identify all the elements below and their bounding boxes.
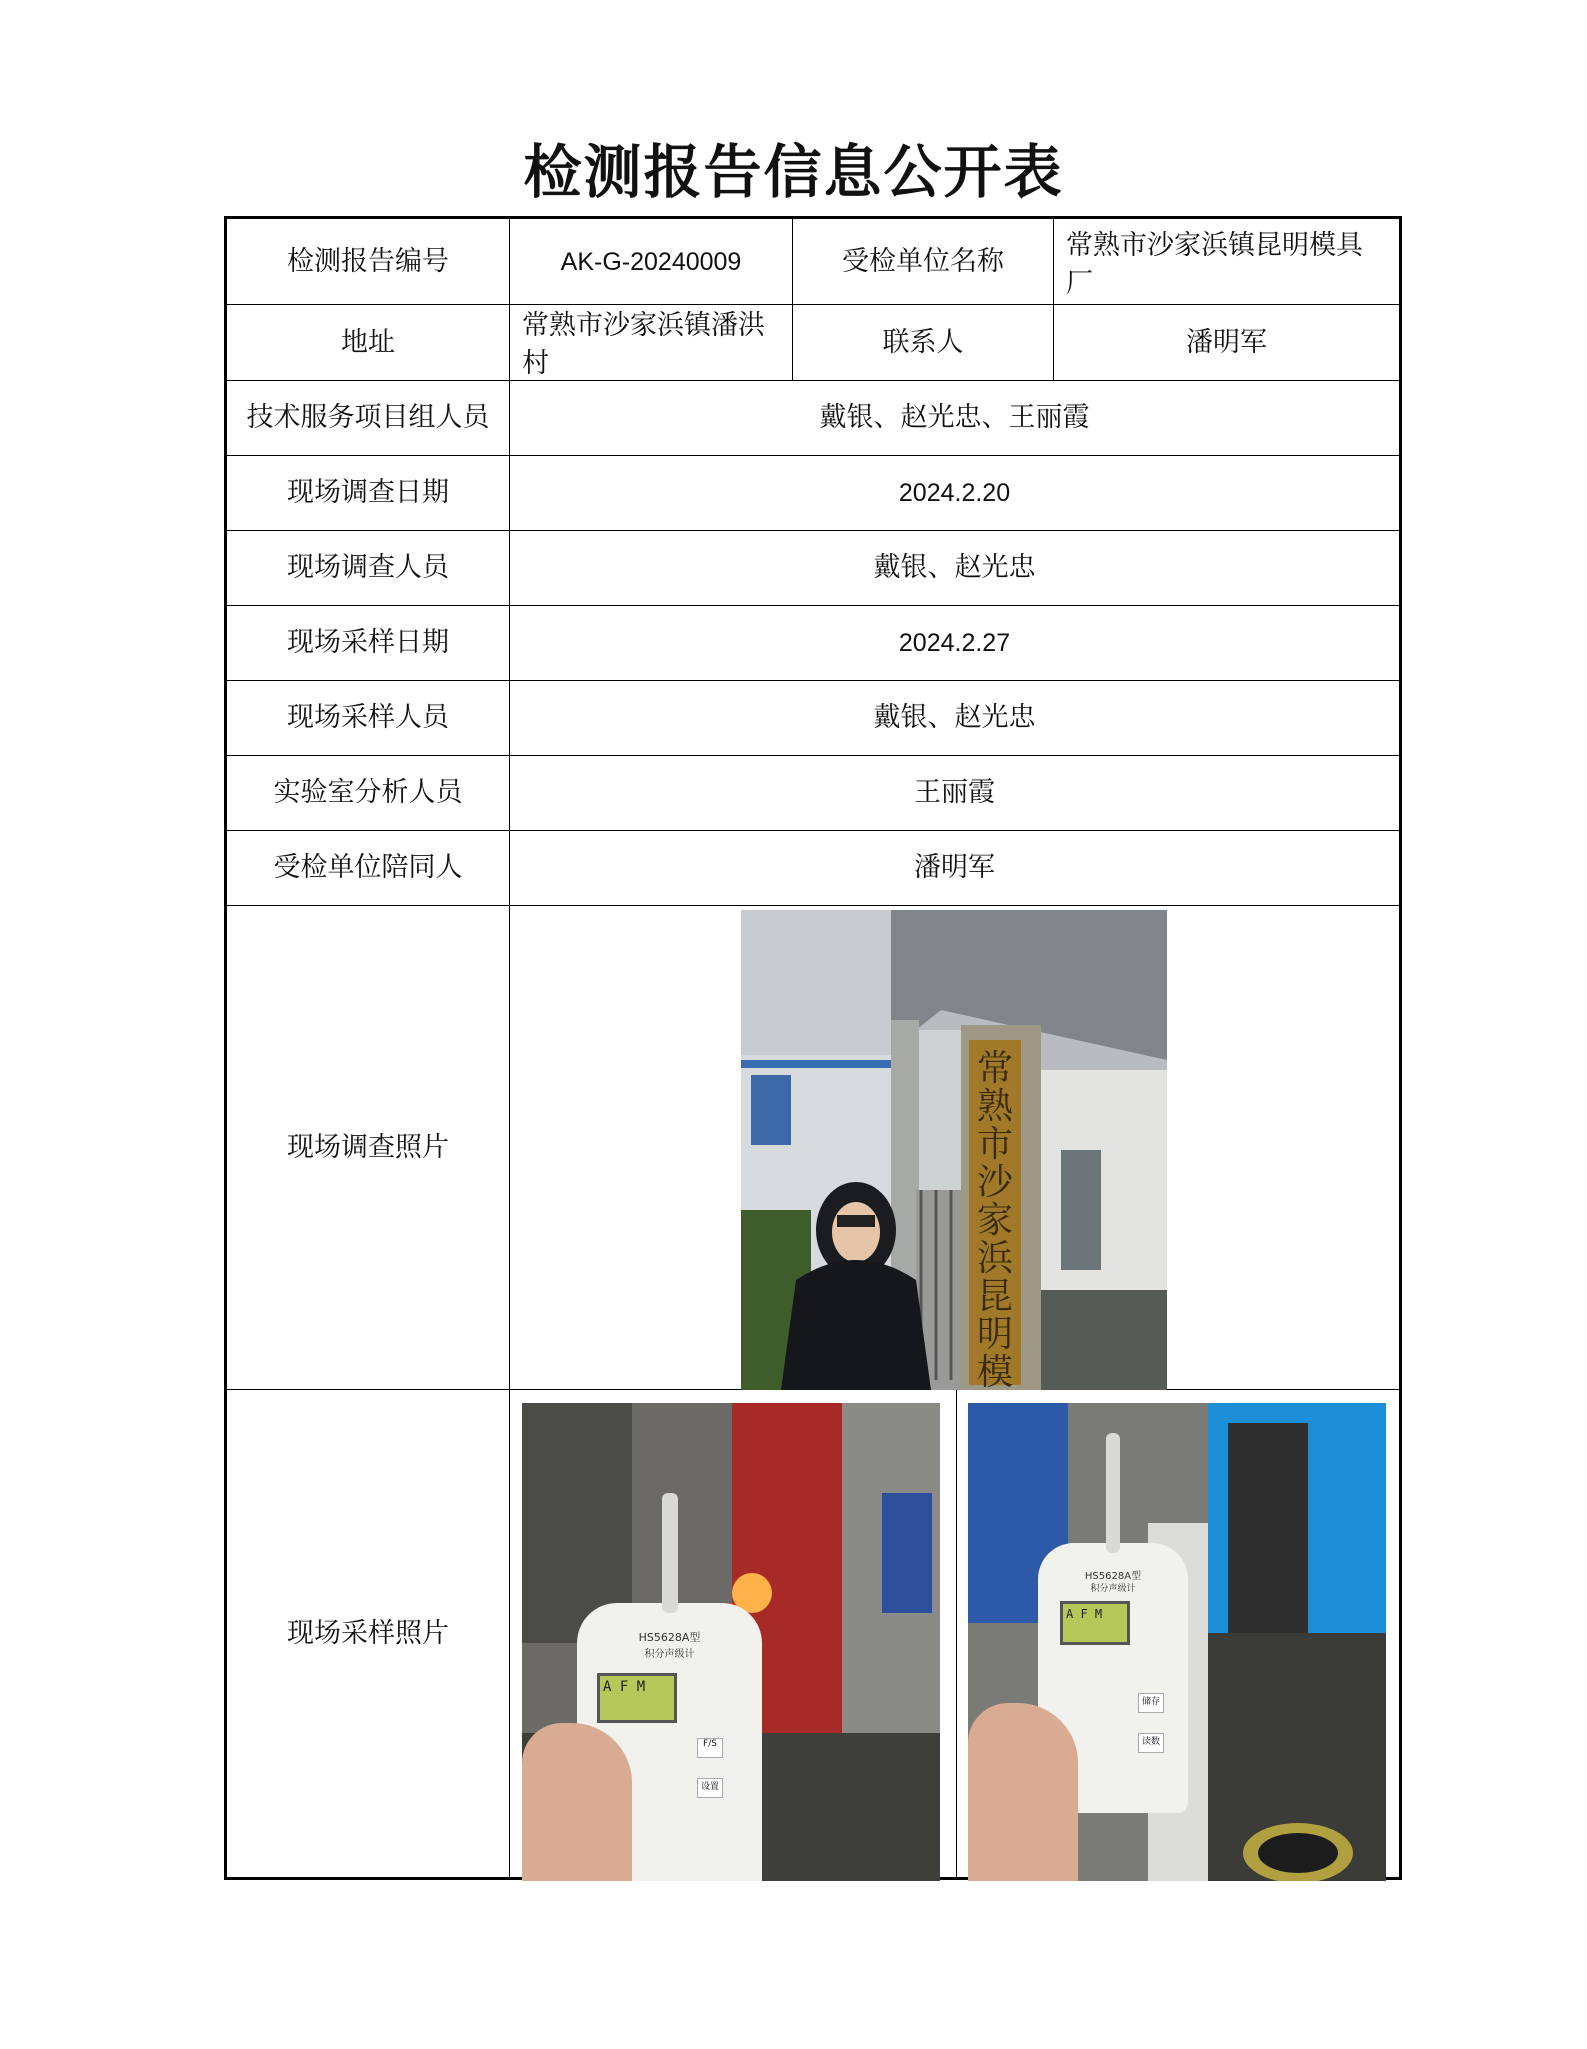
sampling-staff-value: 戴银、赵光忠 bbox=[510, 681, 1399, 756]
meter-display-2 bbox=[1060, 1601, 1130, 1645]
sampling-date-label: 现场采样日期 bbox=[227, 606, 510, 681]
contact-value: 潘明军 bbox=[1054, 305, 1399, 381]
escort-label: 受检单位陪同人 bbox=[227, 831, 510, 906]
address-value: 常熟市沙家浜镇潘洪村 bbox=[510, 305, 793, 381]
survey-photo-label: 现场调查照片 bbox=[227, 906, 510, 1390]
address-label: 地址 bbox=[227, 305, 510, 381]
meter-model-1: HS5628A型 bbox=[638, 1631, 701, 1644]
survey-staff-label: 现场调查人员 bbox=[227, 531, 510, 606]
team-label: 技术服务项目组人员 bbox=[227, 381, 510, 456]
survey-staff-value: 戴银、赵光忠 bbox=[510, 531, 1399, 606]
meter-display-text-1: A F M bbox=[603, 1679, 646, 1695]
meter-key-2b: 读数 bbox=[1138, 1733, 1164, 1753]
page-title: 检测报告信息公开表 bbox=[523, 138, 1064, 206]
lab-staff-label: 实验室分析人员 bbox=[227, 756, 510, 831]
team-value: 戴银、赵光忠、王丽霞 bbox=[510, 381, 1399, 456]
hand-2 bbox=[968, 1703, 1078, 1881]
meter-display-1 bbox=[597, 1673, 677, 1723]
meter-name-2: 积分声级计 bbox=[1090, 1584, 1136, 1594]
sampling-photo-1 bbox=[522, 1403, 940, 1881]
meter-key-2a: 储存 bbox=[1138, 1693, 1164, 1713]
meter-key-1a: F/S bbox=[697, 1738, 723, 1758]
survey-date-value: 2024.2.20 bbox=[510, 456, 1399, 531]
unit-name-value: 常熟市沙家浜镇昆明模具厂 bbox=[1054, 219, 1399, 305]
survey-date-label: 现场调查日期 bbox=[227, 456, 510, 531]
sampling-photo-label: 现场采样照片 bbox=[227, 1390, 510, 1877]
meter-display-text-2: A F M bbox=[1066, 1607, 1103, 1621]
report-no-value: AK-G-20240009 bbox=[510, 219, 793, 305]
contact-label: 联系人 bbox=[793, 305, 1054, 381]
lab-staff-value: 王丽霞 bbox=[510, 756, 1399, 831]
sampling-staff-label: 现场采样人员 bbox=[227, 681, 510, 756]
meter-model-2: HS5628A型 bbox=[1084, 1571, 1142, 1582]
escort-value: 潘明军 bbox=[510, 831, 1399, 906]
report-no-label: 检测报告编号 bbox=[227, 219, 510, 305]
sampling-date-value: 2024.2.27 bbox=[510, 606, 1399, 681]
sampling-photo-2 bbox=[968, 1403, 1386, 1881]
survey-photo bbox=[741, 910, 1167, 1390]
unit-name-label: 受检单位名称 bbox=[793, 219, 1054, 305]
survey-sign-text: 常熟市沙家浜昆明模 bbox=[976, 1048, 1013, 1390]
hand-1 bbox=[522, 1723, 632, 1881]
meter-name-1: 积分声级计 bbox=[644, 1649, 695, 1660]
meter-key-1b: 设置 bbox=[697, 1778, 723, 1798]
